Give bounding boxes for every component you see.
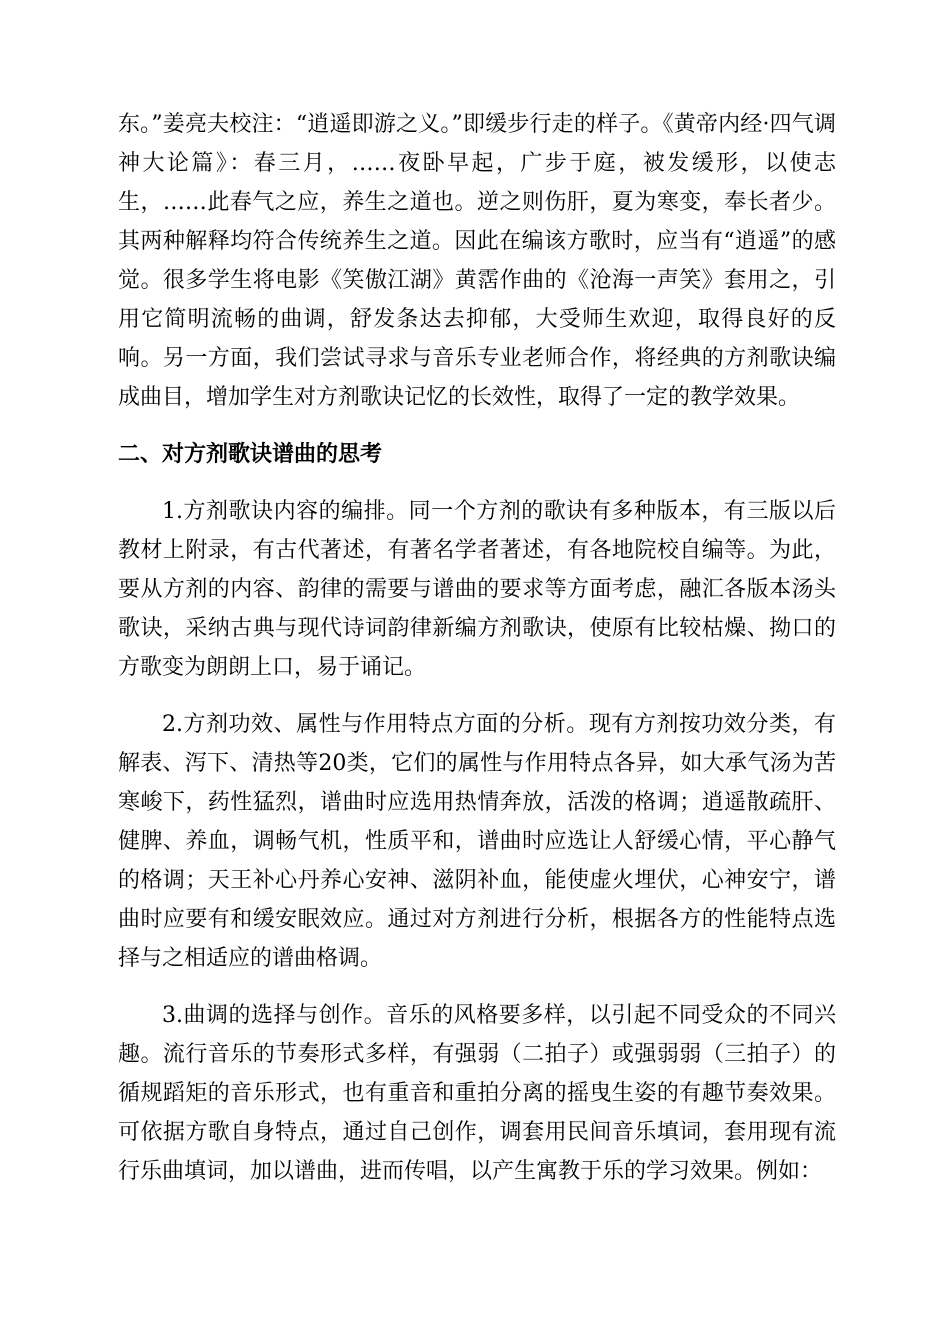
section-heading: 二、对方剂歌诀谱曲的思考 <box>118 442 383 467</box>
paragraph-2: 2.方剂功效、属性与作用特点方面的分析。现有方剂按功效分类，有解表、泻下、清热等20类，它们的属性与作用特点各异，如大承气汤为苦寒峻下，药性猛烈，谱曲时应选用热情奔放，活泼的格调；逍遥散疏肝、健脾、养血，调畅气机，性质平和，谱曲时应选让人舒缓心情，平心静气的格调；天王补心丹养心安神、滋阴补血，能使虚火埋伏，心神安宁，谱曲时应要有和缓安眠效应。通过对方剂进行分析，根据各方的性能特点选择与之相适应的谱曲格调。 <box>118 712 836 971</box>
intro-paragraph: 东。”姜亮夫校注：“逍遥即游之义。”即缓步行走的样子。《黄帝内经·四气调神大论篇》：春三月，……夜卧早起，广步于庭，被发缓形，以使志生，……此春气之应，养生之道也。逆之则伤肝，夏为寒变，奉长者少。其两种解释均符合传统养生之道。因此在编该方歌时，应当有“逍遥”的感觉。很多学生将电影《笑傲江湖》黄霑作曲的《沧海一声笑》套用之，引用它简明流畅的曲调，舒发条达去抑郁，大受师生欢迎，取得良好的反响。另一方面，我们尝试寻求与音乐专业老师合作，将经典的方剂歌诀编成曲目，增加学生对方剂歌诀记忆的长效性，取得了一定的教学效果。 <box>118 112 836 410</box>
paragraph-1: 1.方剂歌诀内容的编排。同一个方剂的歌诀有多种版本，有三版以后教材上附录，有古代著述，有著名学者著述，有各地院校自编等。为此，要从方剂的内容、韵律的需要与谱曲的要求等方面考虑，融汇各版本汤头歌诀，采纳古典与现代诗词韵律新编方剂歌诀，使原有比较枯燥、拗口的方歌变为朗朗上口，易于诵记。 <box>118 499 836 680</box>
paragraph-3: 3.曲调的选择与创作。音乐的风格要多样，以引起不同受众的不同兴趣。流行音乐的节奏形式多样，有强弱（二拍子）或强弱弱（三拍子）的循规蹈矩的音乐形式，也有重音和重拍分离的摇曳生姿的有趣节奏效果。可依据方歌自身特点，通过自己创作，调套用民间音乐填词，套用现有流行乐曲填词，加以谱曲，进而传唱，以产生寓教于乐的学习效果。例如： <box>118 1003 836 1184</box>
document-body <box>118 105 836 1209</box>
